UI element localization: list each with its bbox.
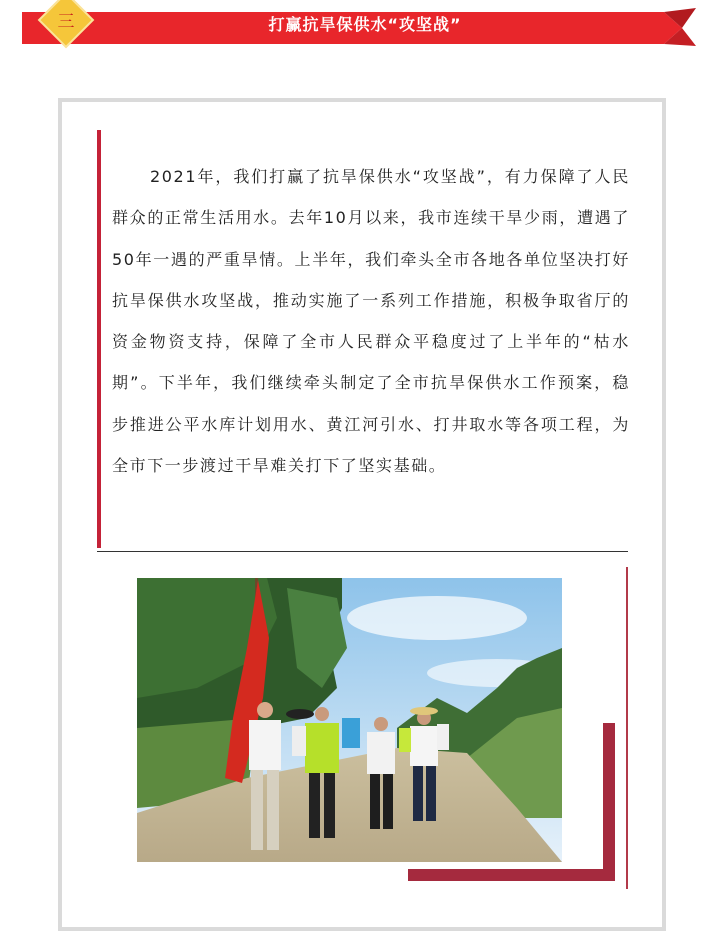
- section-title: 打赢抗旱保供水“攻坚战”: [268, 15, 462, 34]
- photo-corner-horizontal: [408, 869, 615, 881]
- section-number: 三: [57, 12, 75, 32]
- article-paragraph: 2021年，我们打赢了抗旱保供水“攻坚战”，有力保障了人民群众的正常生活用水。去年10月以来，我市连续干旱少雨，遭遇了50年一遇的严重旱情。上半年，我们牵头全市各地各单位坚决打好抗旱保供水攻坚战，推动实施了一系列工作措施，积极争取省厅的资金物资支持，保障了全市人民群众平稳度过了上半年的“枯水期”。下半年，我们继续牵头制定了全市抗旱保供水工作预案，稳步推进公平水库计划用水、黄江河引水、打井取水等各项工程，为全市下一步渡过干旱难关打下了坚实基础。: [112, 167, 630, 476]
- article-photo: [137, 578, 562, 862]
- right-accent-line: [626, 567, 628, 889]
- photo-corner-vertical: [603, 723, 615, 881]
- section-divider: [97, 551, 628, 552]
- hiking-group-photo: [137, 578, 562, 862]
- left-accent-bar: [97, 130, 101, 548]
